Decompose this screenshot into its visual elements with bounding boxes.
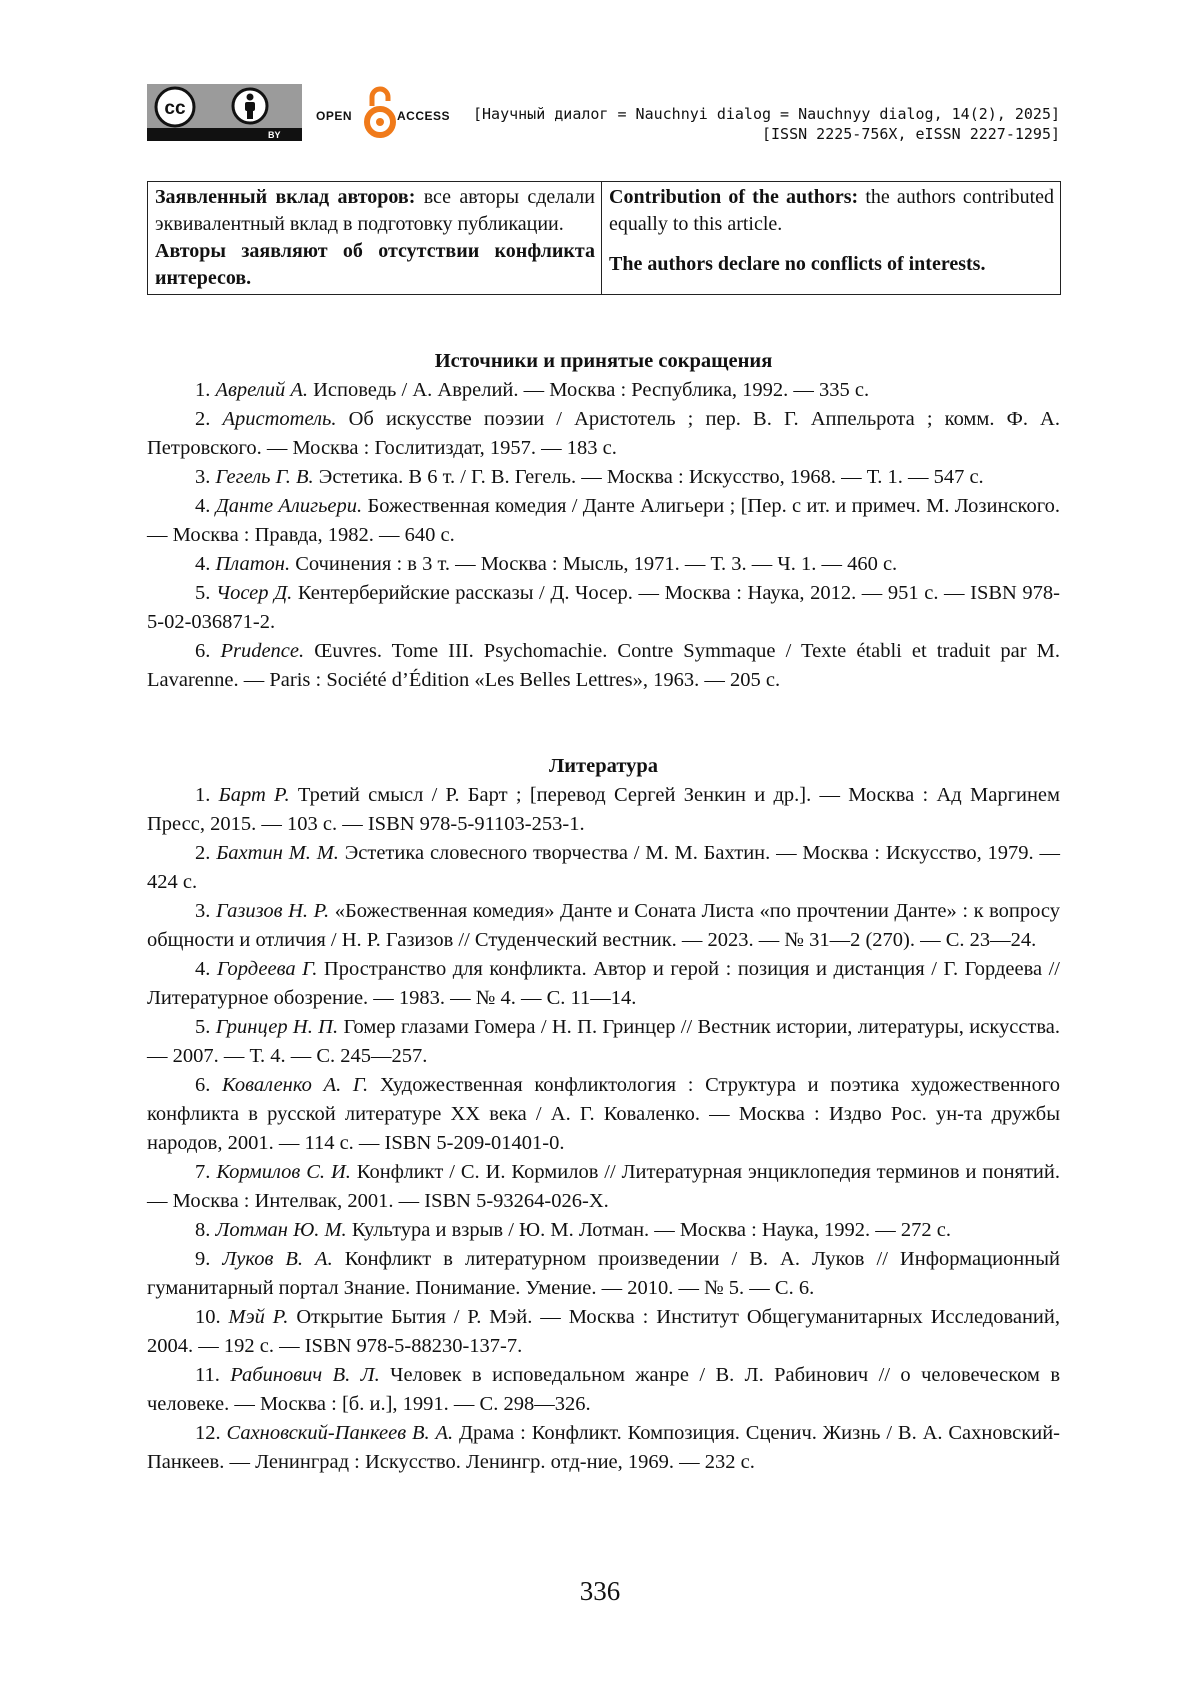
open-lock-icon [363,84,397,140]
reference-item [147,955,1060,1013]
reference-author: Лотман Ю. М. [216,1219,347,1241]
reference-author: Аристотель. [223,408,337,430]
reference-number: 4. [195,553,216,575]
reference-text: Открытие Бытия / Р. Мэй. — Москва : Институт Общегуманитарных Исследований, 2004. — 192 с. — ISBN 978-5-88230-137-7. [147,1306,1060,1357]
reference-item [147,492,1060,550]
reference-text: Художественная конфликтология : Структура и поэтика художественного конфликта в русской литературе XX века / А. Г. Коваленко. — Москва : Издво Рос. ун-та дружбы народов, 2001. — 114 с. — ISBN 5-209-01401-0. [147,1074,1060,1154]
reference-number: 8. [195,1219,216,1241]
reference-text: Божественная комедия / Данте Алигьери ; [Пер. с ит. и примеч. М. Лозинского. — Москва : Правда, 1982. — 640 с. [147,495,1060,546]
reference-number: 5. [195,582,216,604]
reference-number: 2. [195,842,216,864]
reference-number: 2. [195,408,223,430]
reference-number: 11. [195,1364,230,1386]
open-label: OPEN [316,109,352,123]
journal-citation [473,104,1060,144]
person-icon [230,86,270,126]
cc-icon [147,84,302,128]
reference-number: 9. [195,1248,222,1270]
reference-item [147,1419,1060,1477]
open-access-logo [316,84,466,144]
reference-item [147,1303,1060,1361]
reference-number: 5. [195,1016,216,1038]
reference-text: «Божественная комедия» Данте и Соната Листа «по прочтении Данте» : к вопросу общности и отличия / Н. Р. Газизов // Студенческий вестник. — 2023. — № 31—2 (270). — С. 23—24. [147,900,1060,951]
reference-text: Сочинения : в 3 т. — Москва : Мысль, 1971. — Т. 3. — Ч. 1. — 460 с. [290,553,897,575]
reference-number: 4. [195,958,217,980]
reference-author: Гегель Г. В. [216,466,314,488]
en-conflict-statement: The authors declare no conflicts of interests. [609,251,1054,278]
reference-author: Коваленко А. Г. [222,1074,368,1096]
reference-text: Конфликт в литературном произведении / В. А. Луков // Информационный гуманитарный портал Знание. Понимание. Умение. — 2010. — № 5. — С. 6. [147,1248,1060,1299]
by-label: BY [210,130,280,140]
sources-section [147,347,1060,695]
contribution-ru [148,182,602,295]
journal-line-2: [ISSN 2225-756X, eISSN 2227-1295] [473,124,1060,144]
reference-item [147,637,1060,695]
reference-author: Газизов Н. Р. [216,900,329,922]
reference-item [147,1216,1060,1245]
reference-text: Кентерберийские рассказы / Д. Чосер. — Москва : Наука, 2012. — 951 с. — ISBN 978-5-02-036871-2. [147,582,1060,633]
reference-text: Исповедь / А. Аврелий. — Москва : Республика, 1992. — 335 с. [308,379,869,401]
access-label: ACCESS [397,109,450,123]
reference-text: Об искусстве поэзии / Аристотель ; пер. В. Г. Аппельрота ; комм. Ф. А. Петровского. — Москва : Гослитиздат, 1957. — 183 с. [147,408,1060,459]
reference-item [147,1013,1060,1071]
svg-text:cc: cc [164,98,186,119]
reference-number: 1. [195,784,219,806]
reference-text: Человек в исповедальном жанре / В. Л. Рабинович // о человеческом в человеке. — Москва : [б. и.], 1991. — С. 298—326. [147,1364,1060,1415]
reference-text: Конфликт / С. И. Кормилов // Литературная энциклопедия терминов и понятий. — Москва : Интелвак, 2001. — ISBN 5-93264-026-X. [147,1161,1060,1212]
reference-number: 7. [195,1161,216,1183]
literature-section [147,752,1060,1477]
reference-text: Третий смысл / Р. Барт ; [перевод Сергей Зенкин и др.]. — Москва : Ад Маргинем Пресс, 2015. — 103 с. — ISBN 978-5-91103-253-1. [147,784,1060,835]
sources-list [147,376,1060,695]
reference-author: Гринцер Н. П. [216,1016,338,1038]
page-header [147,84,1060,144]
reference-author: Бахтин М. М. [216,842,339,864]
reference-item [147,376,1060,405]
reference-number: 6. [195,1074,222,1096]
reference-text: Культура и взрыв / Ю. М. Лотман. — Москва : Наука, 1992. — 272 с. [347,1219,951,1241]
reference-author: Аврелий А. [216,379,308,401]
reference-author: Мэй Р. [229,1306,289,1328]
reference-author: Данте Алигьери. [216,495,362,517]
reference-author: Сахновский-Панкеев В. А. [227,1422,454,1444]
reference-author: Гордеева Г. [217,958,317,980]
reference-number: 1. [195,379,216,401]
reference-item [147,1071,1060,1158]
ru-contribution-text: все авторы сделали эквивалентный вклад в подготовку публикации. [155,186,595,235]
reference-author: Чосер Д. [216,582,292,604]
reference-author: Барт Р. [219,784,290,806]
literature-heading: Литература [147,752,1060,781]
reference-number: 3. [195,466,216,488]
literature-list [147,781,1060,1477]
reference-text: Œuvres. Tome III. Psychomachie. Contre Symmaque / Texte établi et traduit par M. Lavarenne. — Paris : Société d’Édition «Les Belles Lettres», 1963. — 205 с. [147,640,1060,691]
contribution-table [147,181,1061,295]
ru-contribution-label: Заявленный вклад авторов: [155,186,415,208]
reference-item [147,463,1060,492]
reference-item [147,1245,1060,1303]
sources-heading: Источники и принятые сокращения [147,347,1060,376]
reference-item [147,781,1060,839]
reference-text: Эстетика. В 6 т. / Г. В. Гегель. — Москва : Искусство, 1968. — Т. 1. — 547 с. [314,466,984,488]
reference-item [147,550,1060,579]
en-contribution-text: the authors contributed equally to this article. [609,186,1054,235]
reference-item [147,1361,1060,1419]
reference-author: Платон. [216,553,291,575]
reference-text: Гомер глазами Гомера / Н. П. Гринцер // Вестник истории, литературы, искусства. — 2007. — Т. 4. — С. 245—257. [147,1016,1060,1067]
reference-author: Рабинович В. Л. [230,1364,379,1386]
reference-author: Луков В. А. [222,1248,332,1270]
reference-item [147,405,1060,463]
reference-number: 6. [195,640,220,662]
cc-by-license-badge [147,84,302,141]
reference-number: 3. [195,900,216,922]
reference-item [147,1158,1060,1216]
reference-item [147,839,1060,897]
reference-item [147,897,1060,955]
reference-number: 10. [195,1306,229,1328]
reference-number: 12. [195,1422,227,1444]
reference-text: Драма : Конфликт. Композиция. Сценич. Жизнь / В. А. Сахновский-Панкеев. — Ленинград : Искусство. Ленингр. отд-ние, 1969. — 232 с. [147,1422,1060,1473]
reference-text: Эстетика словесного творчества / М. М. Бахтин. — Москва : Искусство, 1979. — 424 с. [147,842,1060,893]
ru-conflict-statement: Авторы заявляют об отсутствии конфликта интересов. [155,238,595,292]
en-contribution-label: Contribution of the authors: [609,186,858,208]
reference-text: Пространство для конфликта. Автор и герой : позиция и дистанция / Г. Гордеева // Литературное обозрение. — 1983. — № 4. — С. 11—14. [147,958,1060,1009]
reference-author: Кормилов С. И. [216,1161,351,1183]
reference-author: Prudence. [220,640,304,662]
page-number: 336 [0,1576,1200,1607]
contribution-en [602,182,1061,295]
reference-item [147,579,1060,637]
journal-line-1: [Научный диалог = Nauchnyi dialog = Nauchnyy dialog, 14(2), 2025] [473,104,1060,124]
reference-number: 4. [195,495,216,517]
